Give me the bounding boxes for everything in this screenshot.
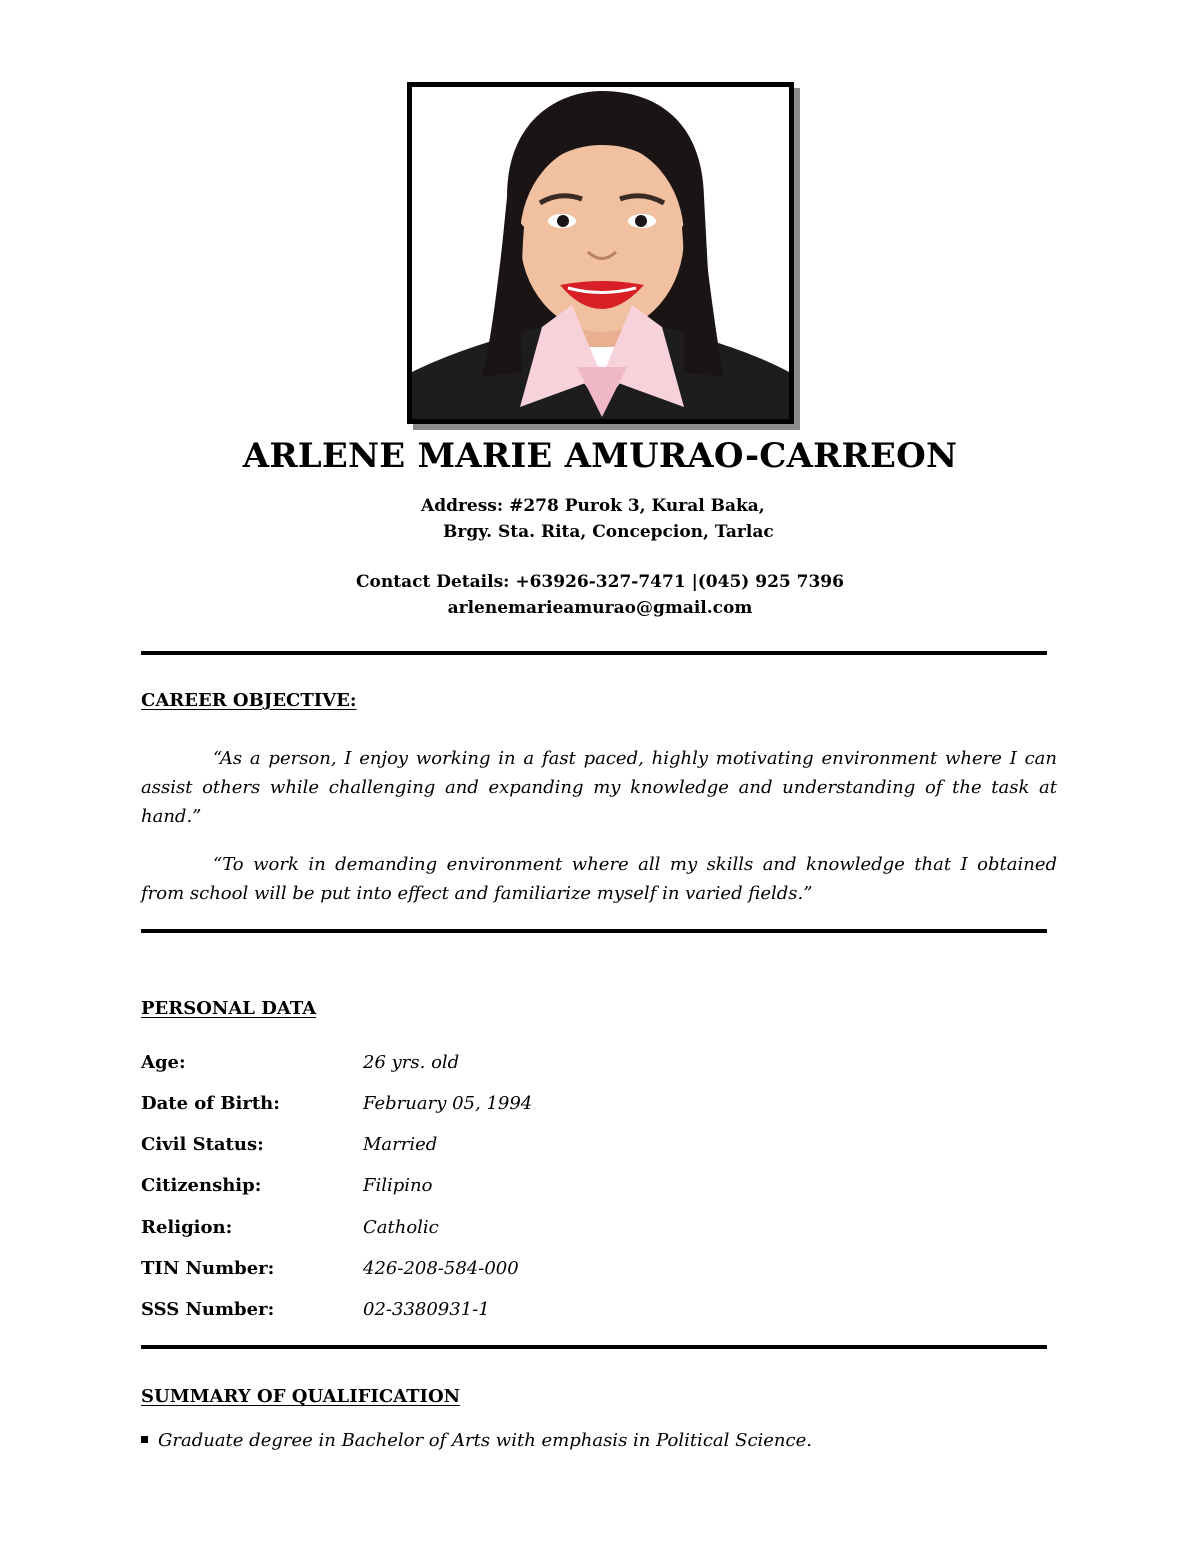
address-line-2: Brgy. Sta. Rita, Concepcion, Tarlac: [443, 522, 774, 542]
qualification-title: SUMMARY OF QUALIFICATION: [141, 1386, 461, 1407]
personal-value: Catholic: [363, 1217, 439, 1238]
qualification-item: [141, 1430, 812, 1451]
profile-photo: [407, 82, 794, 424]
applicant-name: ARLENE MARIE AMURAO-CARREON: [242, 436, 958, 476]
address-line-1: Address: #278 Purok 3, Kural Baka,: [421, 496, 765, 516]
contact-phones: Contact Details: +63926-327-7471 |(045) 925 7396: [356, 572, 844, 592]
objective-paragraph-1: “As a person, I enjoy working in a fast paced, highly motivating environment where I can assist others while challenging and expanding my knowledge and understanding of the task at hand.”: [141, 748, 1057, 827]
divider: [141, 1345, 1047, 1349]
personal-label: Date of Birth:: [141, 1093, 280, 1114]
personal-label: SSS Number:: [141, 1299, 275, 1320]
personal-label: Civil Status:: [141, 1134, 264, 1155]
contact-email[interactable]: arlenemarieamurao@gmail.com: [447, 598, 753, 618]
divider: [141, 651, 1047, 655]
career-objective-title: CAREER OBJECTIVE:: [141, 690, 357, 711]
personal-label: Religion:: [141, 1217, 233, 1238]
personal-label: TIN Number:: [141, 1258, 275, 1279]
qualification-text: Graduate degree in Bachelor of Arts with emphasis in Political Science.: [158, 1430, 812, 1451]
personal-value: Filipino: [363, 1175, 433, 1196]
personal-label: Citizenship:: [141, 1175, 262, 1196]
personal-value: 26 yrs. old: [363, 1052, 460, 1073]
personal-value: 426-208-584-000: [363, 1258, 519, 1279]
portrait-illustration: [412, 87, 789, 419]
personal-label: Age:: [141, 1052, 186, 1073]
personal-data-title: PERSONAL DATA: [141, 998, 317, 1019]
personal-value: February 05, 1994: [363, 1093, 533, 1114]
divider: [141, 929, 1047, 933]
square-bullet-icon: [141, 1436, 148, 1443]
objective-paragraph-2: “To work in demanding environment where all my skills and knowledge that I obtained from school will be put into effect and familiarize myself in varied fields.”: [141, 854, 1057, 904]
personal-value: Married: [363, 1134, 438, 1155]
personal-value: 02-3380931-1: [363, 1299, 490, 1320]
